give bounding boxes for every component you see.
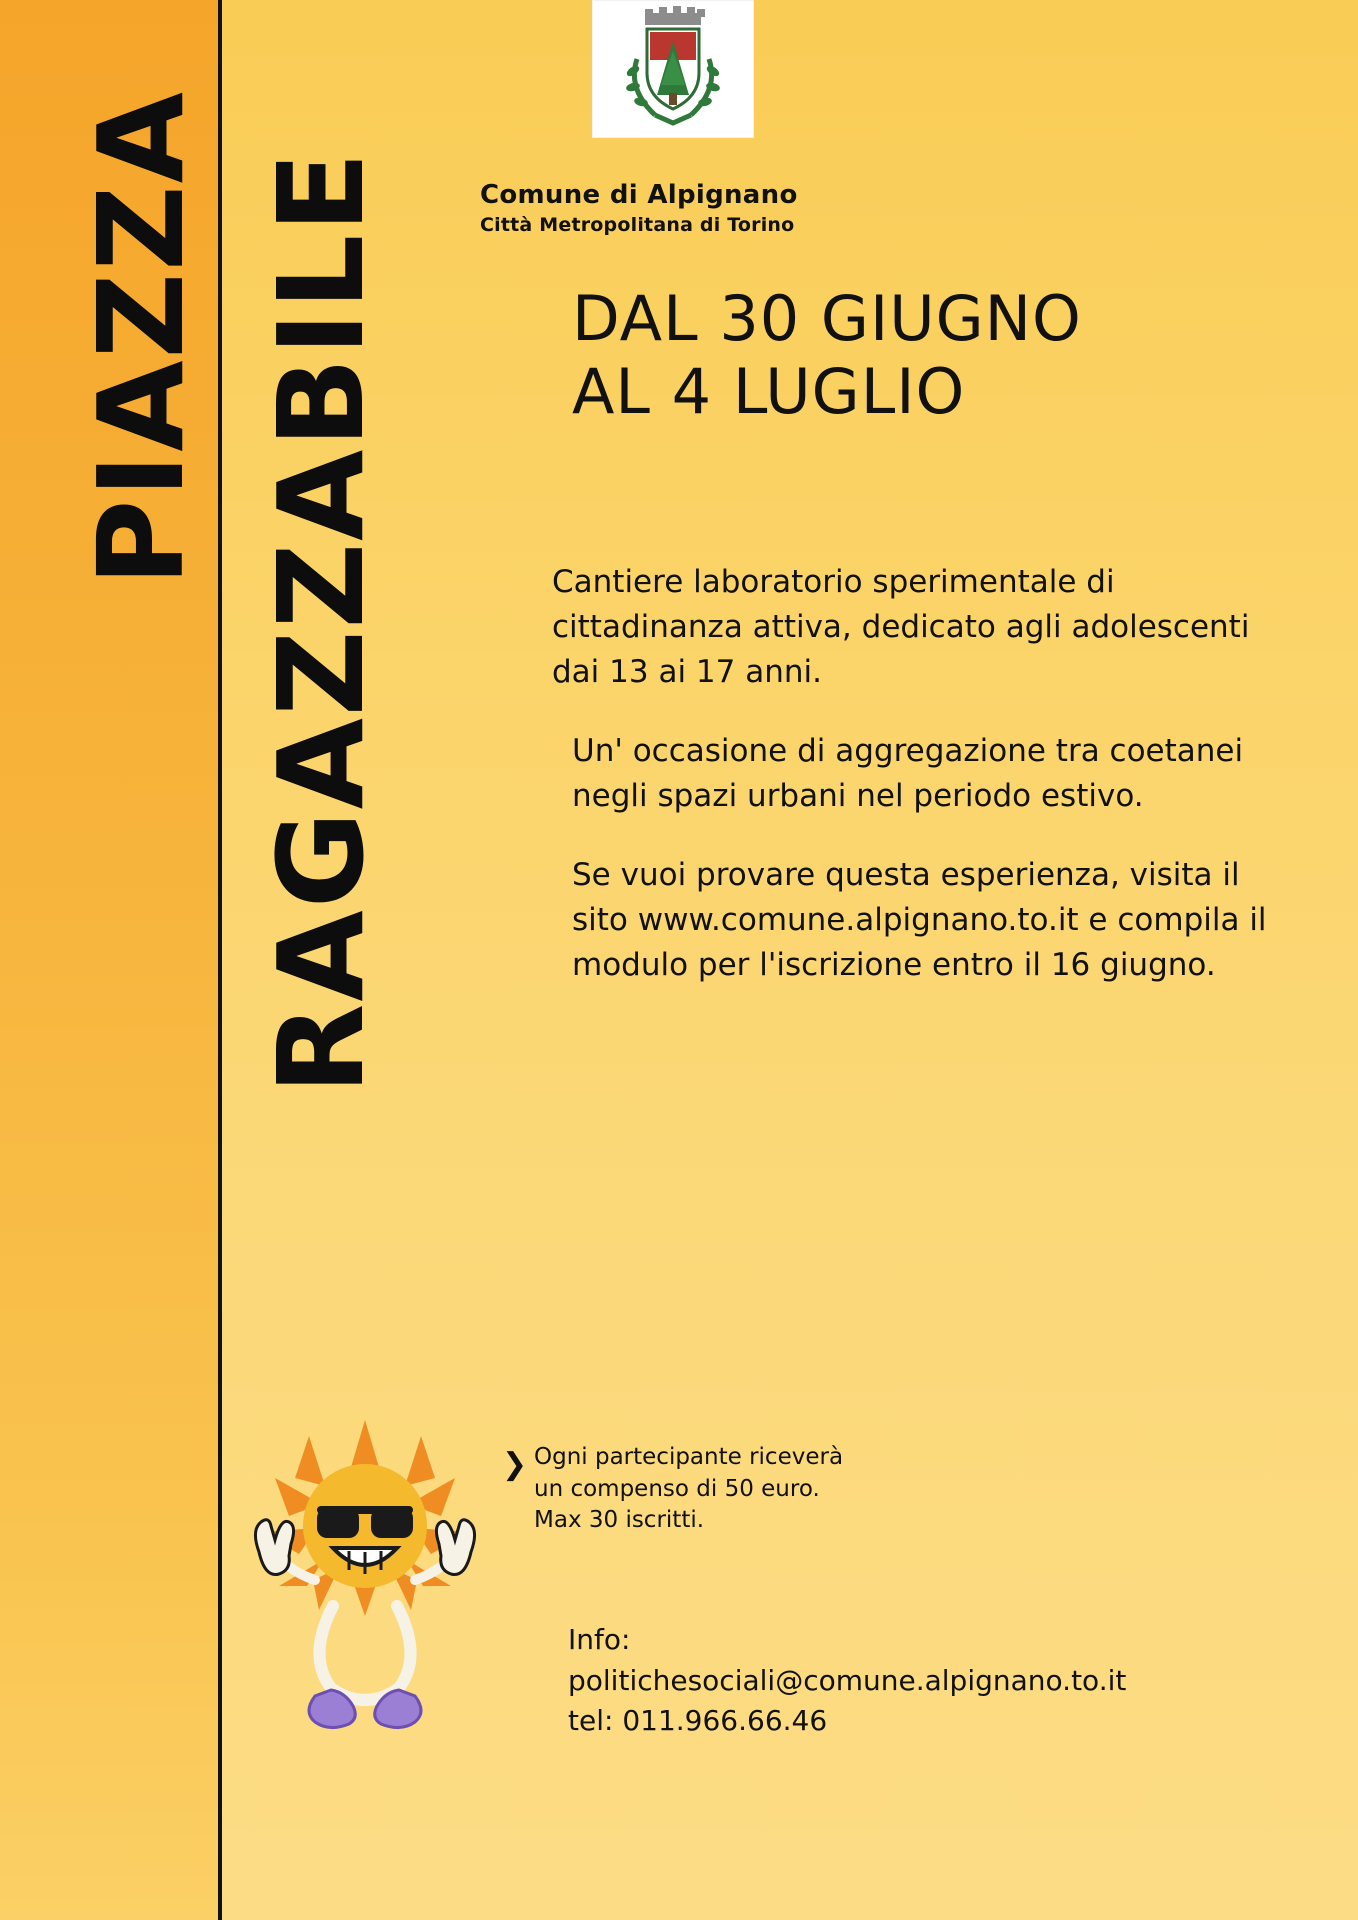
organization-subtitle: Città Metropolitana di Torino (480, 214, 795, 236)
event-dates-headline: DAL 30 GIUGNO AL 4 LUGLIO (572, 282, 1082, 429)
note-line-3: Max 30 iscritti. (534, 1507, 705, 1534)
body-paragraph-2: Un' occasione di aggregazione tra coetanei negli spazi urbani nel periodo estivo. (572, 732, 1244, 814)
poster-body (552, 560, 1292, 1022)
chevron-right-icon: ❯ (502, 1447, 528, 1482)
contact-info (568, 1620, 1308, 1742)
info-email[interactable]: politichesociali@comune.alpignano.to.it (568, 1663, 1127, 1697)
info-label: Info: (568, 1623, 631, 1656)
note-line-1: Ogni partecipante riceverà (534, 1444, 844, 1470)
note-line-2: un compenso di 50 euro. (534, 1475, 820, 1502)
band-divider-line (218, 0, 222, 1920)
vertical-title-piazza: PIAZZA (72, 90, 210, 587)
compensation-note (502, 1442, 1054, 1537)
municipal-crest-icon (592, 0, 754, 138)
body-paragraph-3: Se vuoi provare questa esperienza, visita il sito www.comune.alpignano.to.it e compila il modulo per l'iscrizione entro il 16 giugno. (572, 856, 1267, 983)
organization-name: Comune di Alpignano (480, 180, 798, 210)
info-phone[interactable]: tel: 011.966.66.46 (568, 1704, 828, 1738)
organization-block (480, 180, 1000, 236)
sun-mascot-icon (245, 1420, 485, 1750)
vertical-title-ragazzabile: RAGAZZABILE (252, 150, 390, 1095)
body-paragraph-1: Cantiere laboratorio sperimentale di cittadinanza attiva, dedicato agli adolescenti dai 13 ai 17 anni. (552, 564, 1250, 690)
